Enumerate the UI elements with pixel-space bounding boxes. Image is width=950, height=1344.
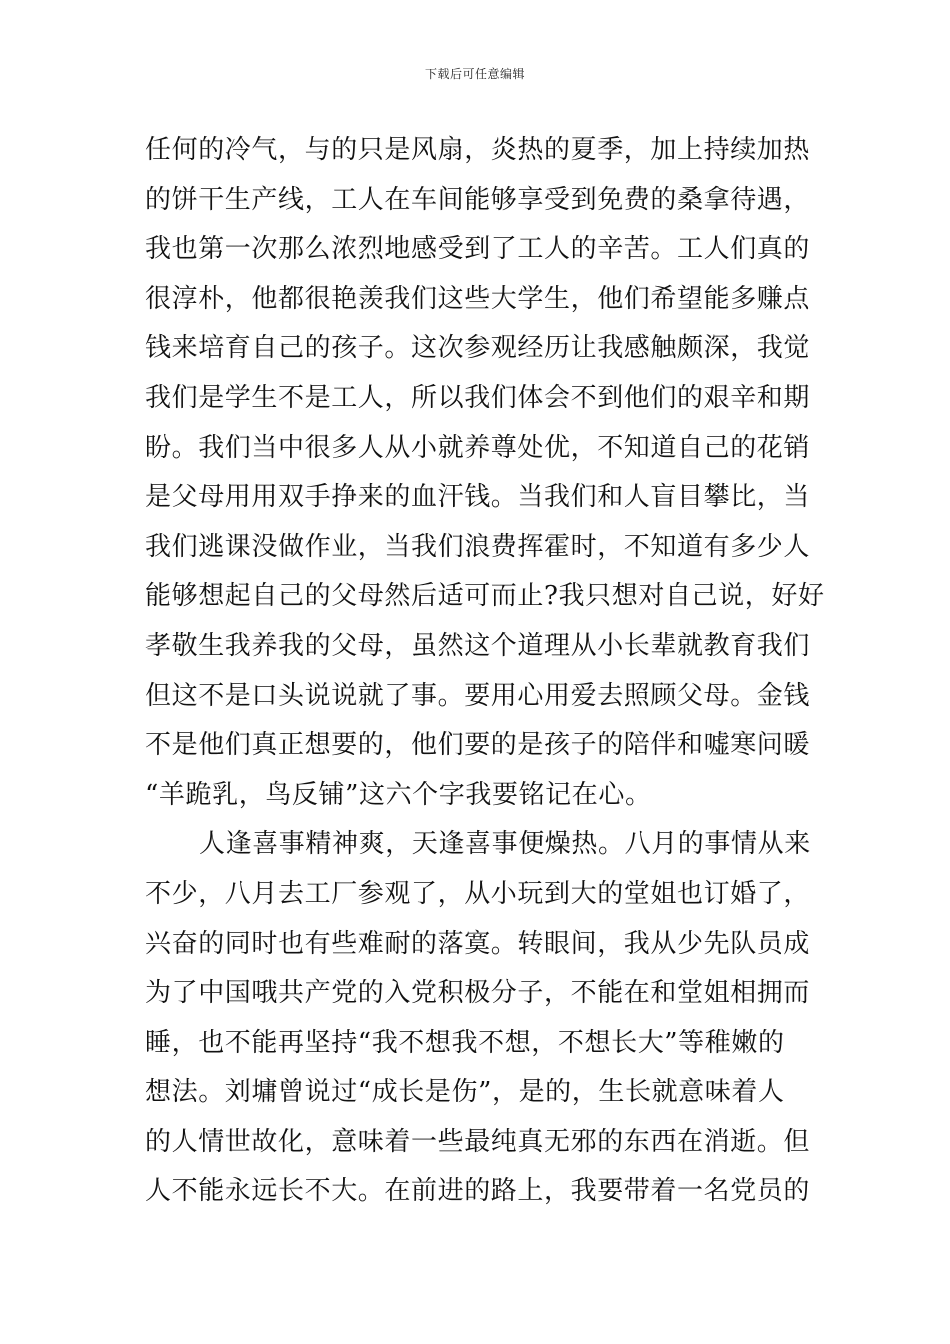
paragraph-1 — [145, 126, 825, 820]
text-line: 任何的冷气，与的只是风扇，炎热的夏季，加上持续加热 — [145, 135, 811, 165]
text-line: 的饼干生产线，工人在车间能够享受到免费的桑拿待遇， — [145, 184, 811, 215]
text-line: 不是他们真正想要的，他们要的是孩子的陪伴和嘘寒问暖 — [145, 730, 811, 761]
text-line: 兴奋的同时也有些难耐的落寞。转眼间，我从少先队员成 — [145, 928, 811, 959]
text-line: 钱来培育自己的孩子。这次参观经历让我感触颇深，我觉 — [145, 333, 811, 364]
text-line: 我也第一次那么浓烈地感受到了工人的辛苦。工人们真的 — [145, 234, 811, 265]
text-line: 想法。刘墉曾说过“成长是伤”，是的，生长就意味着人 — [145, 1077, 785, 1108]
text-line: 很淳朴，他都很艳羡我们这些大学生，他们希望能多赚点 — [145, 283, 811, 314]
text-line: 孝敬生我养我的父母，虽然这个道理从小长辈就教育我们 — [145, 630, 811, 661]
text-line: 能够想起自己的父母然后适可而止?我只想对自己说，好好 — [145, 581, 825, 612]
page-header: 下载后可任意编辑 — [424, 67, 525, 81]
text-line: 盼。我们当中很多人从小就养尊处优，不知道自己的花销 — [145, 432, 811, 463]
text-line: 人逢喜事精神爽，天逢喜事便燥热。八月的事情从来 — [199, 829, 811, 860]
text-line: 睡，也不能再坚持“我不想我不想，不想长大”等稚嫩的 — [145, 1027, 785, 1058]
text-line: 人不能永远长不大。在前进的路上，我要带着一名党员的 — [145, 1176, 811, 1207]
text-line: “羊跪乳，鸟反铺”这六个字我要铭记在心。 — [145, 779, 652, 810]
paragraph-2 — [145, 820, 810, 1217]
text-line: 我们是学生不是工人，所以我们体会不到他们的艰辛和期 — [145, 382, 811, 413]
text-line: 是父母用用双手挣来的血汗钱。当我们和人盲目攀比，当 — [145, 482, 811, 513]
text-line: 的人情世故化，意味着一些最纯真无邪的东西在消逝。但 — [145, 1126, 811, 1157]
text-line: 我们逃课没做作业，当我们浪费挥霍时，不知道有多少人 — [145, 531, 811, 562]
text-line: 不少，八月去工厂参观了，从小玩到大的堂姐也订婚了， — [145, 878, 811, 909]
document-body — [145, 126, 825, 1217]
text-line: 为了中国哦共产党的入党积极分子，不能在和堂姐相拥而 — [145, 978, 811, 1009]
text-line: 但这不是口头说说就了事。要用心用爱去照顾父母。金钱 — [145, 680, 811, 711]
